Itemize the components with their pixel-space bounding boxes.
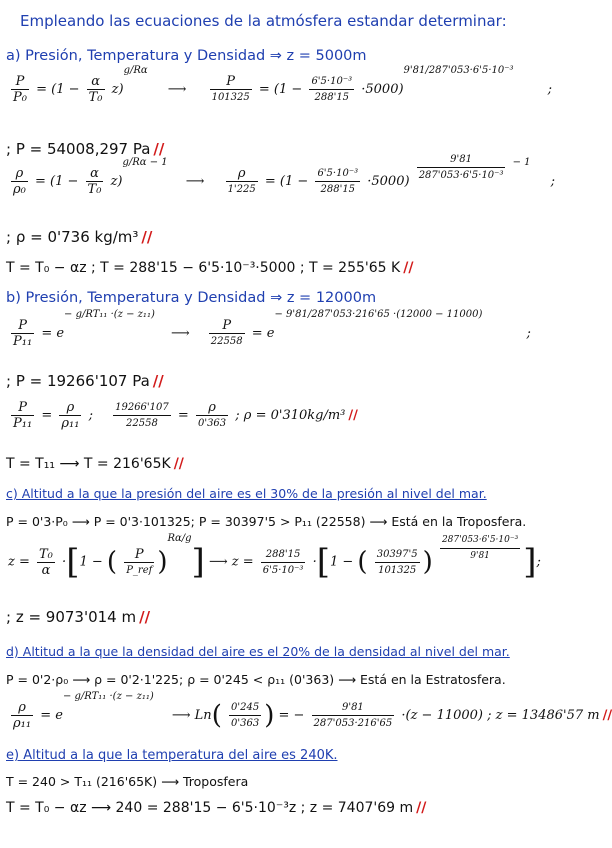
section-d-equation: $\frac{\rho}{\text{ρ₁₁}}$ = $e^{- g/RT_{11} \cdot(z - z_{11})}$ ⟶ Ln( $\frac{0'245}{0'363}$ ) = − $\frac{9'81}{287'053\cdot 216'65}$ ·(z − 11000) ; z = 13486'57 m // (13, 691, 612, 731)
section-b-temperature: T = T₁₁ ⟶ T = 216'65K // (6, 456, 184, 472)
section-b-result-pressure: ; P = 19266'107 Pa // (6, 372, 164, 390)
section-c-equation: z = $\frac{\text{T₀}}{\alpha}$ ·[1 − ( $\frac{P}{\text{P\_ref}}$ )$^{R\alpha/g}$] ⟶ z = $\frac{288'15}{\text{6'5·10⁻³}}$ ·[1 − ( $\frac{30397'5}{101325}$ ) $\frac{\text{287'053·6'5·10⁻³}}{9'81}$ ]; (8, 533, 541, 582)
section-e-line2: T = T₀ − αz ⟶ 240 = 288'15 − 6'5·10⁻³z ; z = 7407'69 m // (6, 800, 427, 816)
section-a-heading: a) Presión, Temperatura y Densidad ⇒ z = 5000m (6, 48, 367, 64)
section-b-equation-pressure: $\frac{P}{\text{P₁₁}}$ = $e^{- g/RT_{11} \cdot(z - z_{11})}$ ⟶ $\frac{P}{22558}$ = $e^{- 9'81/287'053\cdot 216'65 \cdot(12000 - 11000)}$ ; (13, 309, 531, 349)
section-c-heading: c) Altitud a la que la presión del aire es el 30% de la presión al nivel del mar. (6, 486, 487, 501)
section-a-result-density: ; ρ = 0'736 kg/m³ // (6, 228, 153, 246)
section-a-result-pressure: ; P = 54008,297 Pa // (6, 140, 165, 158)
section-c-line1: P = 0'3·P₀ ⟶ P = 0'3·101325; P = 30397'5 > P₁₁ (22558) ⟶ Está en la Troposfera. (6, 514, 527, 529)
section-d-heading: d) Altitud a la que la densidad del aire es el 20% de la densidad al nivel del mar. (6, 644, 510, 659)
page-title: Empleando las ecuaciones de la atmósfera estandar determinar: (20, 12, 507, 30)
section-e-heading: e) Altitud a la que la temperatura del aire es 240K. (6, 748, 338, 763)
section-b-equation-density: $\frac{P}{\text{P₁₁}}$ = $\frac{\rho}{\text{ρ₁₁}}$ ; $\frac{19266'107}{22558}$ = $\frac{\rho}{0'363}$ ; ρ = 0'310kg/m³ // (13, 400, 358, 431)
section-a-equation-density: $\frac{\rho}{\text{ρ₀}}$ = (1 − $\frac{\alpha}{\text{T₀}}$ z)$^{g/R\alpha - 1}$ ⟶ $\frac{\rho}{1'225}$ = (1 − $\frac{\text{6'5·10⁻³}}{288'15}$ ·5000) $\frac{9'81}{\text{287'053·6'5·10⁻³}}$ $^{- 1}$ ; (13, 154, 556, 197)
section-c-result: ; z = 9073'014 m // (6, 608, 151, 626)
section-b-heading: b) Presión, Temperatura y Densidad ⇒ z = 12000m (6, 290, 377, 306)
section-e-line1: T = 240 > T₁₁ (216'65K) ⟶ Troposfera (6, 774, 249, 789)
section-a-equation-pressure: $\frac{P}{\text{P₀}}$ = (1 − $\frac{\alpha}{\text{T₀}}$ z)$^{g/R\alpha}$ ⟶ $\frac{P}{101325}$ = (1 − $\frac{\text{6'5·10⁻³}}{288'15}$ ·5000)$^{9'81/287'053\cdot 6'5\cdot 10^{-3}}$ ; (13, 65, 553, 105)
section-a-temperature: T = T₀ − αz ; T = 288'15 − 6'5·10⁻³·5000 ; T = 255'65 K // (6, 260, 414, 276)
section-d-line1: P = 0'2·ρ₀ ⟶ ρ = 0'2·1'225; ρ = 0'245 < ρ₁₁ (0'363) ⟶ Está en la Estratosfera. (6, 672, 506, 687)
